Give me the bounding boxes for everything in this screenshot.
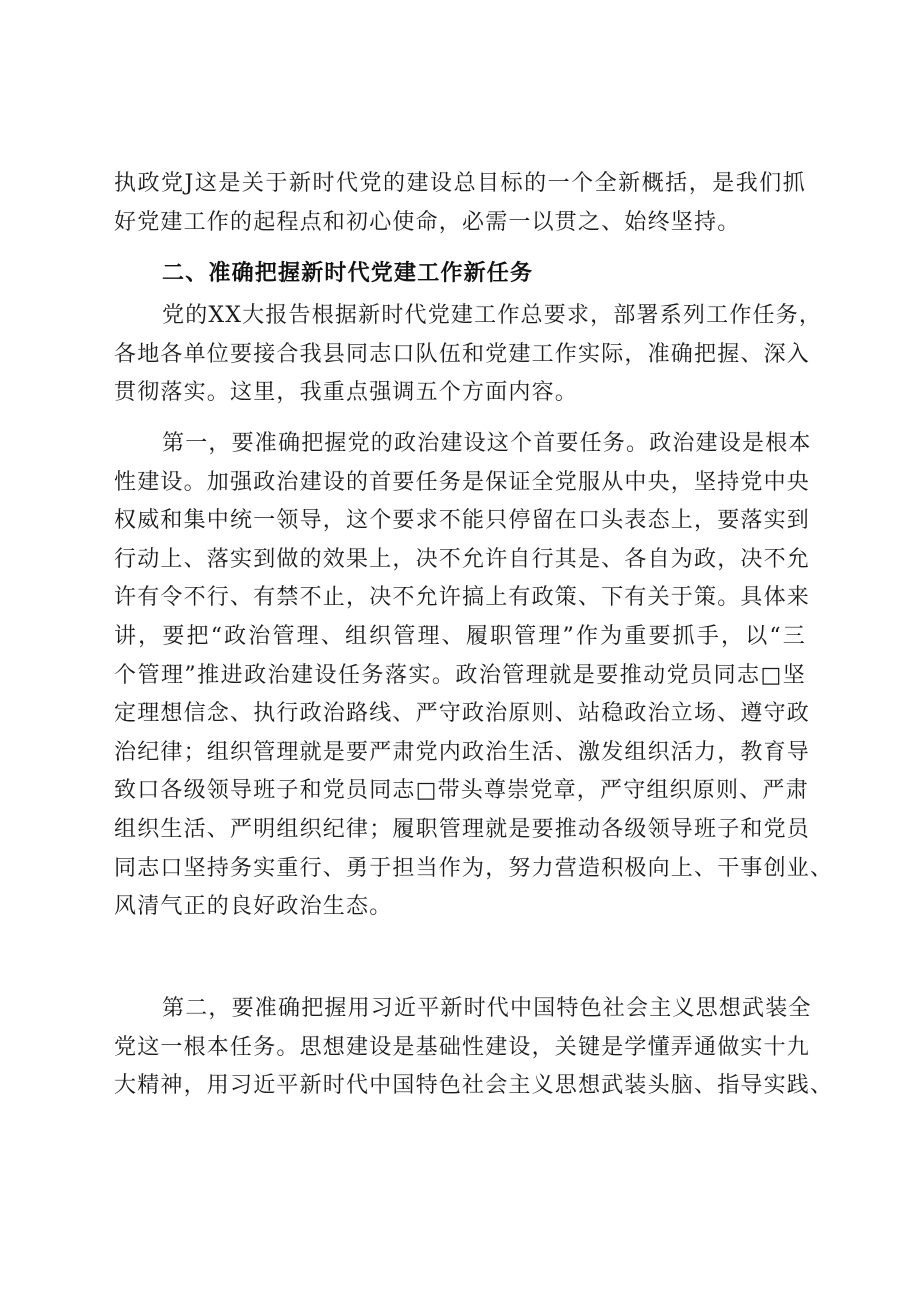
intro-paragraph	[114, 165, 806, 242]
paragraph-1	[114, 297, 823, 413]
text-line: 党这一根本任务。思想建设是基础性建设，关键是学懂弄通做实十九	[114, 1034, 811, 1060]
text-line: 个管理”推进政治建设任务落实。政治管理就是要推动党员同志□坚	[114, 662, 806, 688]
text-line: 许有令不行、有禁不止，决不允许搞上有政策、下有关于策。具体来	[114, 585, 811, 611]
text-line: 贯彻落实。这里，我重点强调五个方面内容。	[114, 380, 579, 406]
text-line: 定理想信念、执行政治路线、严守政治原则、站稳政治立场、遵守政	[114, 701, 811, 727]
text-line: 讲，要把“政治管理、组织管理、履职管理”作为重要抓手，以“三	[114, 623, 806, 649]
text-line: 执政党J这是关于新时代党的建设总目标的一个全新概括，是我们抓	[114, 171, 806, 196]
paragraph-2	[114, 425, 834, 927]
text-line: 行动上、落实到做的效果上，决不允许自行其是、各自为政，决不允	[114, 546, 811, 572]
text-line: 好党建工作的起程点和初心使命，必需一以贯之、始终坚持。	[114, 209, 741, 235]
paragraph-3	[114, 990, 834, 1106]
text-line: 第一，要准确把握党的政治建设这个首要任务。政治建设是根本	[162, 431, 812, 456]
text-line: 第二，要准确把握用习近平新时代中国特色社会主义思想武装全	[162, 996, 812, 1021]
section-heading: 二、准确把握新时代党建工作新任务	[162, 261, 534, 286]
text-line: 组织生活、严明组织纪律；履职管理就是要推动各级领导班子和党员	[114, 816, 811, 842]
text-line: 治纪律；组织管理就是要严肃党内政治生活、激发组织活力，教育导	[114, 739, 811, 765]
text-line: 同志口坚持务实重行、勇于担当作为，努力营造积极向上、干事创业、	[114, 855, 834, 881]
text-line: 党的XX大报告根据新时代党建工作总要求，部署系列工作任务，	[162, 303, 823, 328]
text-line: 权威和集中统一领导，这个要求不能只停留在口头表态上，要落实到	[114, 508, 811, 534]
text-line: 性建设。加强政治建设的首要任务是保证全党服从中央，坚持党中央	[114, 469, 811, 495]
text-line: 致口各级领导班子和党员同志□带头尊崇党章，严守组织原则、严肃	[114, 778, 809, 804]
text-line: 大精神，用习近平新时代中国特色社会主义思想武装头脑、指导实践、	[114, 1073, 834, 1099]
text-line: 风清气正的良好政治生态。	[114, 894, 393, 920]
text-line: 各地各单位要接合我县同志口队伍和党建工作实际，准确把握、深入	[114, 341, 811, 367]
